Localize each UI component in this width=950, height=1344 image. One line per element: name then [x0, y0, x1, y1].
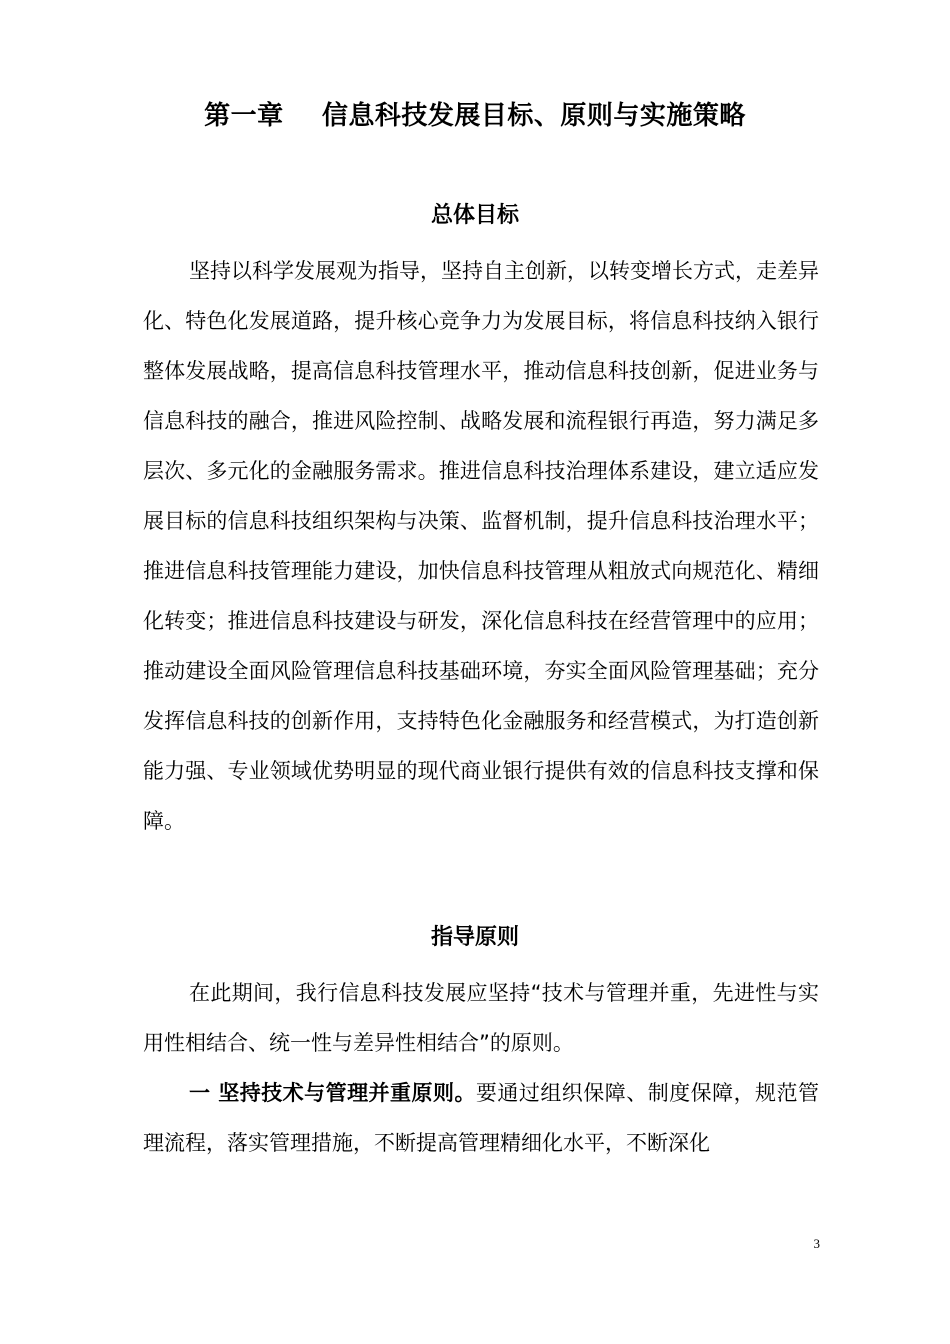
chapter-title: 第一章 信息科技发展目标、原则与实施策略 — [204, 101, 746, 131]
principle-one-lead: 一 坚持技术与管理并重原则。 — [189, 1081, 476, 1105]
principle-one-paragraph — [143, 1068, 819, 1168]
section-heading-goal: 总体目标 — [430, 203, 519, 228]
principle-intro-paragraph: 在此期间，我行信息科技发展应坚持“技术与管理并重，先进性与实用性相结合、统一性与差异性相结合”的原则。 — [143, 981, 819, 1055]
section-heading-principle: 指导原则 — [430, 925, 519, 950]
page-number: 3 — [813, 1236, 820, 1251]
principle-one-text: 要通过组织保障、制度保障，规范管理流程，落实管理措施，不断提高管理精细化水平，不断深化 — [143, 1081, 820, 1155]
goal-paragraph: 坚持以科学发展观为指导，坚持自主创新，以转变增长方式，走差异化、特色化发展道路，提升核心竞争力为发展目标，将信息科技纳入银行整体发展战略，提高信息科技管理水平，推动信息科技创新，促进业务与信息科技的融合，推进风险控制、战略发展和流程银行再造，努力满足多层次、多元化的金融服务需求。推进信息科技治理体系建设，建立适应发展目标的信息科技组织架构与决策、监督机制，提升信息科技治理水平；推进信息科技管理能力建设，加快信息科技管理从粗放式向规范化、精细化转变；推进信息科技建设与研发，深化信息科技在经营管理中的应用；推动建设全面风险管理信息科技基础环境，夯实全面风险管理基础；充分发挥信息科技的创新作用，支持特色化金融服务和经营模式，为打造创新能力强、专业领域优势明显的现代商业银行提供有效的信息科技支撑和保障。 — [143, 259, 819, 833]
